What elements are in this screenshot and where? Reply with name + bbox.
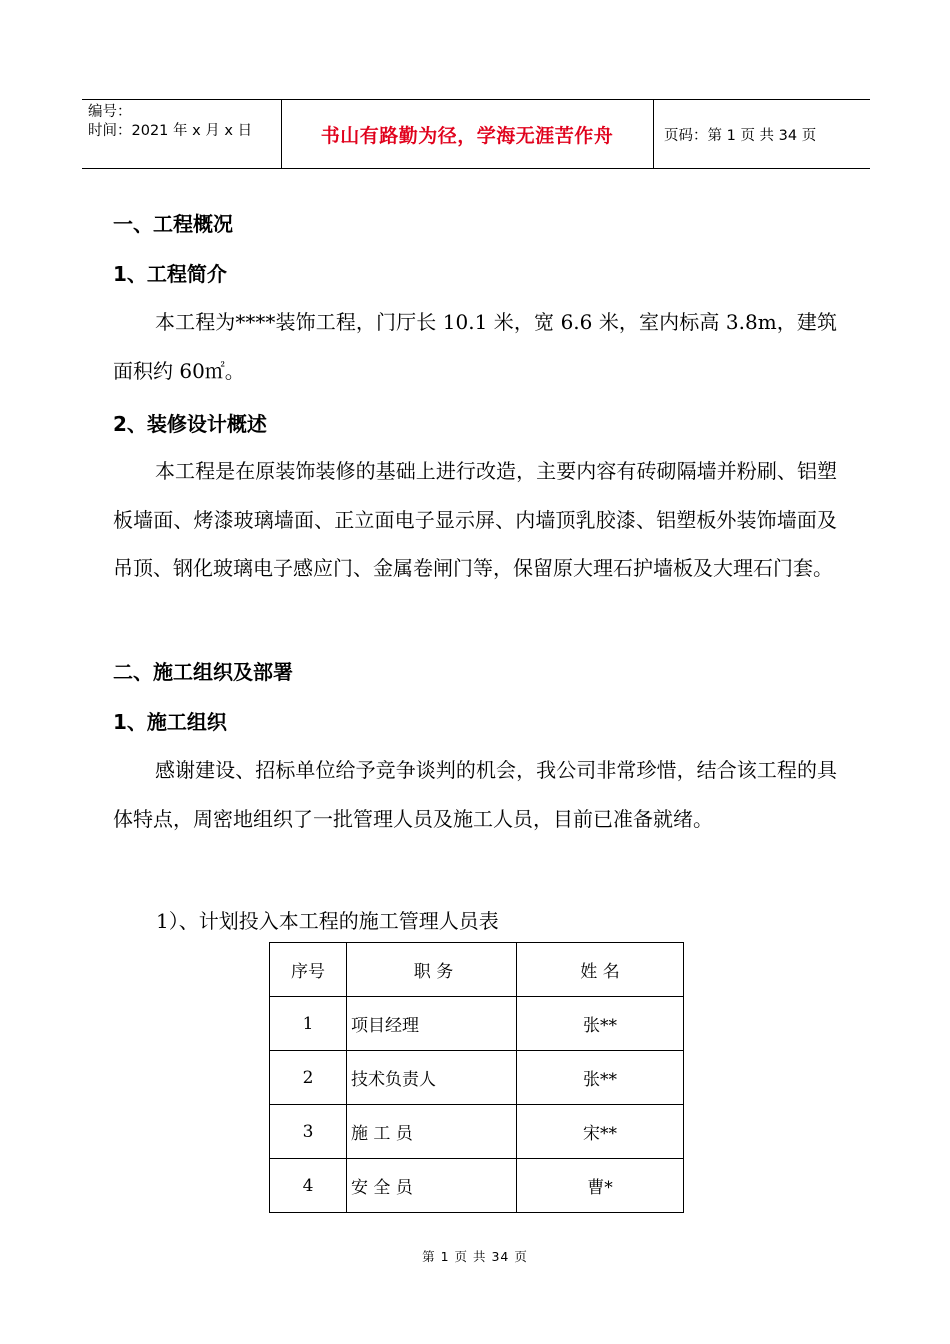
table-row: [270, 1159, 684, 1213]
paragraph: 本工程是在原装饰装修的基础上进行改造，主要内容有砖砌隔墙并粉刷、铝塑板墙面、烤漆玻璃墙面、正立面电子显示屏、内墙顶乳胶漆、铝塑板外装饰墙面及吊顶、钢化玻璃电子感应门、金属卷闸门等，保留原大理石护墙板及大理石门套。: [113, 459, 837, 580]
header-divider: [653, 100, 654, 168]
header-page-info: 页码：第 1 页 共 34 页: [664, 127, 817, 144]
number-label: 编号：: [88, 104, 132, 120]
subsection-title: 1、施工组织: [113, 710, 227, 734]
row-position: 安 全 员: [347, 1159, 517, 1213]
row-position: 技术负责人: [347, 1051, 517, 1105]
row-name: 宋**: [517, 1105, 684, 1159]
header-cell: 姓 名: [517, 943, 684, 997]
date-label: 时间：2021 年 x 月 x 日: [88, 123, 253, 139]
staff-table: [269, 942, 684, 1213]
table-row: [270, 997, 684, 1051]
row-name: 曹*: [517, 1159, 684, 1213]
section-title: 一、工程概况: [113, 212, 233, 236]
header-cell: 序号: [270, 943, 347, 997]
row-number: 1: [270, 997, 347, 1051]
row-name: 张**: [517, 997, 684, 1051]
page-footer: 第 1 页 共 34 页: [422, 1249, 528, 1264]
table-caption: 1）、计划投入本工程的施工管理人员表: [156, 909, 499, 933]
row-position: 项目经理: [347, 997, 517, 1051]
table-row: [270, 1051, 684, 1105]
paragraph: 感谢建设、招标单位给予竞争谈判的机会，我公司非常珍惜，结合该工程的具体特点，周密地组织了一批管理人员及施工人员，目前已准备就绪。: [113, 758, 837, 831]
table-header-row: [270, 943, 684, 997]
row-position: 施 工 员: [347, 1105, 517, 1159]
header-cell: 职 务: [347, 943, 517, 997]
row-name: 张**: [517, 1051, 684, 1105]
subsection-title: 2、装修设计概述: [113, 412, 267, 436]
row-number: 3: [270, 1105, 347, 1159]
row-number: 2: [270, 1051, 347, 1105]
row-number: 4: [270, 1159, 347, 1213]
paragraph: 本工程为****装饰工程，门厅长 10.1 米，宽 6.6 米，室内标高 3.8m，建筑面积约 60㎡。: [113, 310, 837, 383]
subsection-title: 1、工程简介: [113, 262, 227, 286]
header-meta: [88, 103, 278, 141]
header-motto: 书山有路勤为径，学海无涯苦作舟: [320, 124, 614, 147]
document-header: [82, 99, 870, 169]
section-title: 二、施工组织及部署: [113, 660, 293, 684]
table-row: [270, 1105, 684, 1159]
